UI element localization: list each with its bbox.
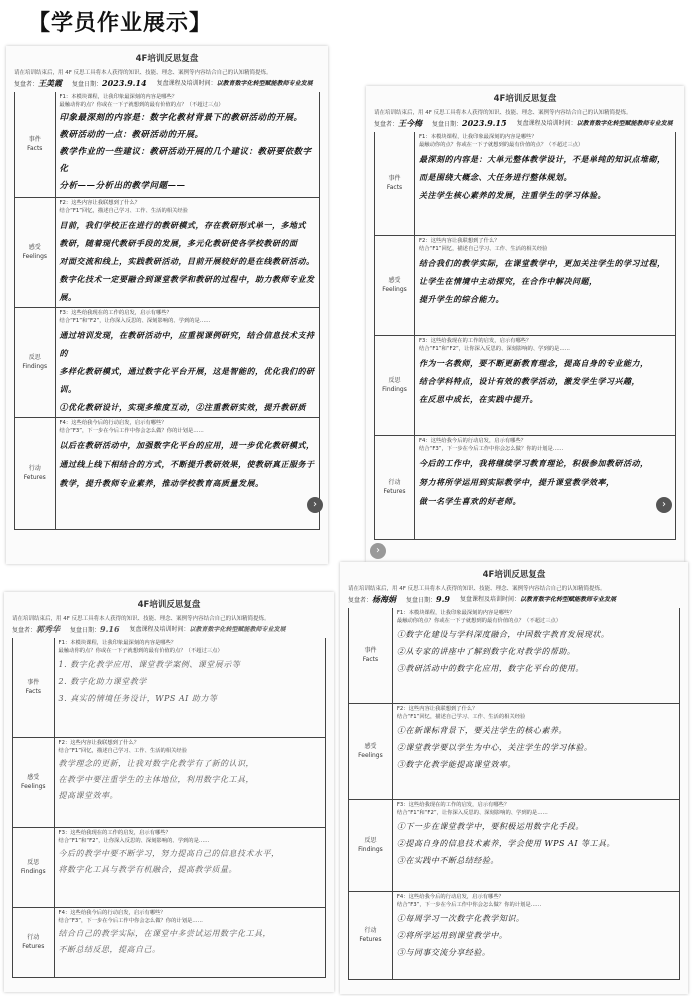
futures-label: 行动 Fetures [349,892,393,979]
scroll-dot-icon[interactable]: › [656,497,672,513]
sheet-title: 4F培训反思复盘 [135,54,199,64]
homework-sheet-1 [6,46,328,564]
f3-prompt: F3：这些给我现在的工作的启发，启示有哪些？ [58,830,171,836]
course-label: 复盘课程及培训时间：以教育数字化转型赋能教师专业发展 [459,596,616,603]
sheet-title: 4F培训反思复盘 [482,570,546,580]
sheet-meta [348,594,680,605]
f4-sub-prompt: 结合“F3”，下一步在今后工作中你会怎么做？你的计划是…… [396,901,542,908]
feelings-answer: 教学理念的更新，让我对数字化教学有了新的认识， 在教学中要注重学生的主体地位，利用数字化工具， 提高课堂效率。 [58,758,255,800]
f2-sub-prompt: 结合“F1”回忆，描述自己学习、工作、生活的相关经验 [59,207,188,214]
date-label: 复盘日期：2023.9.15 [432,118,507,128]
futures-section [348,892,680,980]
feelings-label: 感受 Feelings [15,198,56,307]
sheet-title: 4F培训反思复盘 [493,94,557,104]
findings-label: 反思 Findings [375,336,415,435]
feelings-section [374,236,676,336]
findings-label: 反思 Findings [13,828,55,907]
f2-sub-prompt: 结合“F1”回忆，描述自己学习、工作、生活的相关经验 [58,747,187,754]
scroll-dot-icon[interactable]: › [307,497,323,513]
futures-section [14,418,320,530]
facts-answer: 1. 数字化教学应用、课堂教学案例、课堂展示等 2. 数字化助力课堂教学 3. 真实的情境任务设计，WPS AI 助力等 [58,659,241,703]
f2-prompt: F2：这些内容让我联想到了什么？ [419,238,500,244]
facts-label: 事件 Facts [349,608,393,703]
findings-section [12,828,326,908]
f2-sub-prompt: 结合“F1”回忆，描述自己学习、工作、生活的相关经验 [419,245,548,252]
f1-sub-prompt: 最触动你的点？你或在一下子就想到的最有价值的点？（不超过三点） [59,101,224,108]
feelings-section [12,738,326,828]
findings-section [14,308,320,418]
facts-section [12,638,326,738]
sheet-title: 4F培训反思复盘 [137,600,201,610]
futures-label: 行动 Fetures [375,436,415,539]
facts-section [374,132,676,236]
facts-answer: 最深刻的内容是：大单元整体教学设计，不是单纯的知识点堆砌， 而是围绕大概念、大任务进行整体规划。 关注学生核心素养的发展，注重学生的学习体验。 [419,153,666,200]
course-name: 以教育数字化转型赋能教师专业发展 [519,596,616,603]
name-label: 复盘者：王今梅 [374,118,423,128]
review-date: 2023.9.15 [462,118,507,128]
feelings-answer: ①在新课标背景下，要关注学生的核心素养。 ②课堂教学要以学生为中心，关注学生的学习体验。 ③数字化教学能提高课堂效率。 [396,725,593,769]
futures-section [374,436,676,540]
findings-answer: ①下一步在课堂教学中，要积极运用数字化手段。 ②提高自身的信息技术素养，学会使用 WPS AI 等工具。 ③在实践中不断总结经验。 [396,821,616,865]
date-label: 复盘日期：2023.9.14 [72,78,147,88]
futures-section [12,908,326,978]
f1-prompt: F1：本模块课程，让我印象最深刻的内容是哪些？ [59,94,178,100]
sheet-instruction: 请在培训结束后，用 4F 反思工具将本人获得的知识、技能、理念、案例等内容结合自己的认知精简提炼。 [374,110,632,116]
date-label: 复盘日期：9.16 [70,624,120,634]
feelings-answer: 目前，我们学校正在进行的教研模式，存在教研形式单一，多地式 教研，随着现代教研手段的发展，多元化教研使各学校教研的面 对面交流和线上，实践教研活动，目前开展较好的是在线教研活动。 数字化技术一定要融合到课堂教学和教研的过程中，助力教师专业发展。 [59,219,315,302]
author-name: 杨海娟 [372,594,397,604]
homework-sheet-3 [4,592,334,992]
f2-prompt: F2：这些内容让我联想到了什么？ [58,740,140,746]
course-label: 复盘课程及培训时间：以教育数字化转型赋能教师专业发展 [156,80,313,87]
f3-sub-prompt: 结合“F1”和“F2”，让你深入反思的、深刻影响的、学到的是…… [419,345,570,352]
sheet-meta [374,118,676,129]
findings-section [348,800,680,892]
f4-prompt: F4：这些给我今后的行动启发，启示有哪些？ [396,894,504,900]
sheet-meta [12,624,326,635]
homework-sheet-2 [366,86,684,562]
f4-sub-prompt: 结合“F3”，下一步在今后工作中你会怎么做？你的计划是…… [419,445,564,452]
f1-sub-prompt: 最触动你的点？你或在一下子就想到的最有价值的点？（不超过三点） [396,617,562,624]
f1-sub-prompt: 最触动你的点？你或在一下子就想到的最有价值的点？（不超过三点） [419,141,584,148]
f2-prompt: F2：这些内容让我联想到了什么？ [59,200,141,206]
name-label: 复盘者：杨海娟 [348,594,397,604]
facts-label: 事件 Facts [15,92,56,197]
futures-answer: ①每周学习一次数字化教学知识。 ②将所学运用到课堂教学中。 ③与同事交流分享经验。 [396,913,525,957]
findings-label: 反思 Findings [349,800,393,891]
review-date: 2023.9.14 [102,78,147,88]
findings-answer: 作为一名教师，要不断更新教育理念，提高自身的专业能力， 结合学科特点，设计有效的教学活动，激发学生学习兴趣， 在反思中成长，在实践中提升。 [419,357,649,404]
review-date: 9.9 [436,594,450,604]
author-name: 郭秀华 [36,624,61,634]
f1-prompt: F1：本模块课程，让我印象最深刻的内容是哪些？ [396,610,515,616]
course-name: 以教育数字化转型赋能教师专业发展 [576,120,673,127]
name-label: 复盘者：郭秀华 [12,624,61,634]
author-name: 王美霞 [38,78,63,88]
findings-answer: 通过培训发现，在教研活动中，应重视课例研究，结合信息技术支持的 多样化教研模式，通过数字化平台开展，这是智能的，优化我们的研训。 ①优化教研设计，实现多维度互动，②注重教研实效，提升教研质 [59,329,315,412]
name-label: 复盘者：王美霞 [14,78,63,88]
futures-answer: 结合自己的教学实际，在课堂中多尝试运用数字化工具， 不断总结反思，提高自己。 [58,928,272,954]
facts-section [348,608,680,704]
f4-sub-prompt: 结合“F3”，下一步在今后工作中你会怎么做？你的计划是…… [58,917,203,924]
author-name: 王今梅 [398,118,423,128]
f3-prompt: F3：这些给我现在的工作的启发，启示有哪些？ [59,310,172,316]
futures-answer: 以后在教研活动中，加强数字化平台的应用，进一步优化教研模式， 通过线上线下相结合的方式，不断提升教研效果，使教研真正服务于 教学，提升教师专业素养，推动学校教育高质量发展。 [59,439,315,488]
date-label: 复盘日期：9.9 [406,594,450,604]
facts-section [14,92,320,198]
f3-prompt: F3：这些给我现在的工作的启发，启示有哪些？ [396,802,510,808]
page-title: 【学员作业展示】 [28,11,213,36]
f1-prompt: F1：本模块课程，让我印象最深刻的内容是哪些？ [58,640,177,646]
sheet-instruction: 请在培训结束后，用 4F 反思工具将本人获得的知识、技能、理念、案例等内容结合自己的认知精简提炼。 [14,70,272,76]
homework-sheet-4 [340,562,688,994]
feelings-label: 感受 Feelings [13,738,55,827]
f3-sub-prompt: 结合“F1”和“F2”，让你深入反思的、深刻影响的、学到的是…… [58,837,210,844]
findings-section [374,336,676,436]
facts-label: 事件 Facts [13,638,55,737]
f2-prompt: F2：这些内容让我联想到了什么？ [396,706,478,712]
f4-sub-prompt: 结合“F3”，下一步在今后工作中你会怎么做？你的计划是…… [59,427,204,434]
sheet-meta [14,78,320,89]
findings-label: 反思 Findings [15,308,56,417]
futures-answer: 今后的工作中，我将继续学习教育理论，积极参加教研活动， 努力将所学运用到实际教学中，提升课堂教学效率， 做一名学生喜欢的好老师。 [419,457,649,506]
feelings-section [14,198,320,308]
f4-prompt: F4：这些给我今后的行动启发，启示有哪些？ [58,910,166,916]
sheet-instruction: 请在培训结束后，用 4F 反思工具将本人获得的知识、技能、理念、案例等内容结合自己的认知精简提炼。 [12,616,270,622]
course-name: 以教育数字化转型赋能教师专业发展 [189,626,286,633]
futures-label: 行动 Fetures [15,418,56,529]
facts-label: 事件 Facts [375,132,415,235]
course-label: 复盘课程及培训时间：以教育数字化转型赋能教师专业发展 [516,120,673,127]
scroll-dot-icon[interactable]: › [370,543,386,559]
f2-sub-prompt: 结合“F1”回忆，描述自己学习、工作、生活的相关经验 [396,713,526,720]
review-date: 9.16 [100,624,120,634]
f1-sub-prompt: 最触动你的点？你或在一下子就想到的最有价值的点？（不超过三点） [58,647,223,654]
facts-answer: ①数字化建设与学科深度融合，中国数字教育发展现状。 ②从专家的讲座中了解到数字化对教学的帮助。 ③教研活动中的数字化应用，数字化平台的使用。 [396,629,610,673]
sheet-instruction: 请在培训结束后，用 4F 反思工具将本人获得的知识、技能、理念、案例等内容结合自己的认知精简提炼。 [348,586,606,592]
course-label: 复盘课程及培训时间：以教育数字化转型赋能教师专业发展 [129,626,286,633]
f3-prompt: F3：这些给我现在的工作的启发，启示有哪些？ [419,338,532,344]
course-name: 以教育数字化转型赋能教师专业发展 [216,80,313,87]
findings-answer: 今后的教学中要不断学习，努力提高自己的信息技术水平， 将数字化工具与教学有机融合，提高教学质量。 [58,848,280,874]
f3-sub-prompt: 结合“F1”和“F2”，让你深入反思的、深刻影响的、学到的是…… [59,317,211,324]
feelings-label: 感受 Feelings [349,704,393,799]
f4-prompt: F4：这些给我今后的行动启发，启示有哪些？ [59,420,167,426]
futures-label: 行动 Fetures [13,908,55,977]
facts-answer: 印象最深刻的内容是：数字化教材背景下的教研活动的开展。 教研活动的一点：教研活动的开展。 教学作业的一些建议：教研活动开展的几个建议：教研要依数字化 分析——分析出的教学问题—— [59,112,312,191]
feelings-section [348,704,680,800]
f1-prompt: F1：本模块课程，让我印象最深刻的内容是哪些？ [419,134,537,140]
f4-prompt: F4：这些给我今后的行动启发，启示有哪些？ [419,438,527,444]
feelings-label: 感受 Feelings [375,236,415,335]
feelings-answer: 结合我们的教学实际，在课堂教学中，更加关注学生的学习过程， 让学生在情境中主动探究，在合作中解决问题， 提升学生的综合能力。 [419,257,666,304]
f3-sub-prompt: 结合“F1”和“F2”，让你深入反思的、深刻影响的、学到的是…… [396,809,548,816]
